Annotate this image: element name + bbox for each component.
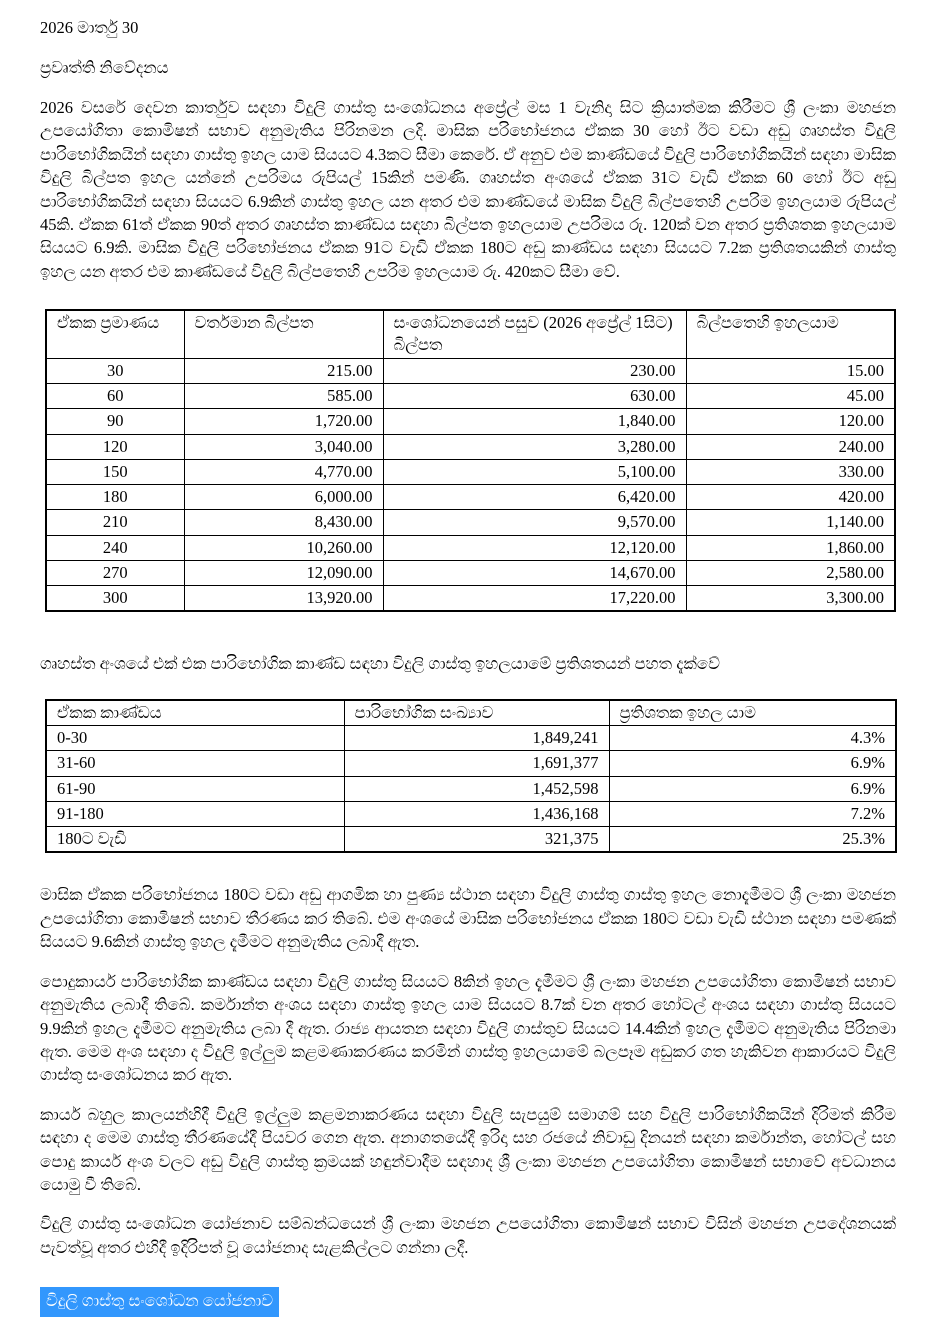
paragraph-peak-demand: කාර්ය බහුල කාලයන්හිදී විදුලි ඉල්ලුම කළමනාකරණය සඳහා විදුලි සැපයුම් සමාගම් සහ විදුලි පාරිභෝගිකයින් දිරිමත් කිරීම සඳහා ද මෙම ගාස්තු තීරණයේදී පියවර ගෙන ඇත. අනාගතයේදී ඉරිදා සහ රජයේ නිවාඩු දිනයන් සඳහා කර්මාන්ත, හෝටල් සහ පොදු කාර්ය අංශ වලට අඩු විදුලි ගාස්තු ක්‍රමයක් හඳුන්වාදීම සඳහාද ශ්‍රී ලංකා මහජන උපයෝගිතා කොමිෂන් සභාවේ අවධානය යොමු වී තිබේ. (40, 1104, 896, 1195)
cell-increase: 15.00 (686, 358, 895, 383)
cell-current: 12,090.00 (184, 560, 383, 585)
table-row (46, 485, 895, 510)
consumer-category-table (45, 699, 897, 854)
cell-revised: 9,570.00 (383, 510, 686, 535)
cell-percent: 6.9% (609, 751, 896, 776)
cell-percent: 7.2% (609, 801, 896, 826)
cell-revised: 3,280.00 (383, 434, 686, 459)
table-row (46, 586, 895, 612)
cell-increase: 120.00 (686, 409, 895, 434)
cell-revised: 17,220.00 (383, 586, 686, 612)
page-title: ප්‍රවෘත්ති නිවේදනය (40, 58, 169, 78)
cell-revised: 630.00 (383, 384, 686, 409)
header-bill-increase: බිල්පතෙහි ඉහලයාම (686, 310, 895, 358)
cell-band: 31-60 (46, 751, 344, 776)
cell-revised: 12,120.00 (383, 535, 686, 560)
header-consumer-count: පාරිභෝගික සංඛ්‍යාව (344, 700, 609, 726)
table-row (46, 751, 896, 776)
cell-units: 270 (46, 560, 184, 585)
cell-increase: 1,860.00 (686, 535, 895, 560)
cell-band: 180ට වැඩි (46, 827, 344, 853)
document-date: 2026 මාර්තු 30 (40, 18, 139, 37)
cell-increase: 240.00 (686, 434, 895, 459)
cell-consumers: 1,436,168 (344, 801, 609, 826)
cell-revised: 5,100.00 (383, 459, 686, 484)
cell-current: 1,720.00 (184, 409, 383, 434)
cell-units: 120 (46, 434, 184, 459)
table-row (46, 827, 896, 853)
header-percentage-increase: ප්‍රතිශතක ඉහල යාම (609, 700, 896, 726)
cell-consumers: 1,849,241 (344, 726, 609, 751)
cell-band: 91-180 (46, 801, 344, 826)
cell-current: 4,770.00 (184, 459, 383, 484)
bill-comparison-table (45, 309, 896, 612)
cell-units: 210 (46, 510, 184, 535)
cell-consumers: 1,691,377 (344, 751, 609, 776)
intro-paragraph: 2026 වසරේ දෙවන කාර්තුව සඳහා විදුලි ගාස්තු සංශෝධනය අප්‍රේල් මස 1 වැනිදා සිට ක්‍රියාත්මක කිරීමට ශ්‍රී ලංකා මහජන උපයෝගිතා කොමිෂන් සභාව අනුමැතිය පිරිනමන ලදි. මාසික පරිභෝජනය ඒකක 30 හෝ ඊට වඩා අඩු ගෘහස්ත විදුලි පාරිභෝගිකයින් සඳහා ගාස්තු ඉහල යාම සියයට 4.3කට සීමා කෙරේ. ඒ අනුව එම කාණ්ඩයේ විදුලි පාරිභෝගිකයින් සඳහා මාසික විදුලි බිල්පත ඉහල යන්නේ උපරිමය රුපියල් 15කින් පමණි. ගෘහස්ත අංශයේ ඒකක 31ට වැඩි ඒකක 60 හෝ ඊට අඩු පාරිභෝගිකයින් සඳහා සියයට 6.9කින් ගාස්තු ඉහල යන අතර එම කාණ්ඩයේ මාසික විදුලි බිල්පතෙහි උපරිම ඉහලයාම රුපියල් 45කි. ඒකක 61ත් ඒකක 90ත් අතර ගෘහස්ත කාණ්ඩය සඳහා බිල්පත ඉහලයාම උපරිමය රු. 120ක් වන අතර ප්‍රතිශතක ඉහලයාම සියයට 6.9කි. මාසික විදුලි පරිභෝජනය ඒකක 91ට වැඩි ඒකක 180ට අඩු කාණ්ඩය සඳහා සියයට 7.2ක ප්‍රතිශතයකින් ගාස්තු ඉහල යන අතර එම කාණ්ඩයේ විදුලි බිල්පතෙහි උපරිම ඉහලයාම රු. 420කට සීමා වේ. (40, 97, 896, 281)
table-row (46, 560, 895, 585)
cell-revised: 1,840.00 (383, 409, 686, 434)
table-row (46, 459, 895, 484)
cell-band: 0-30 (46, 726, 344, 751)
table-row (46, 510, 895, 535)
cell-increase: 45.00 (686, 384, 895, 409)
cell-increase: 330.00 (686, 459, 895, 484)
cell-revised: 6,420.00 (383, 485, 686, 510)
table-row (46, 384, 895, 409)
cell-consumers: 1,452,598 (344, 776, 609, 801)
cell-current: 10,260.00 (184, 535, 383, 560)
cell-current: 585.00 (184, 384, 383, 409)
table-row (46, 409, 895, 434)
header-unit-quantity: ඒකක ප්‍රමාණය (46, 310, 184, 358)
table-row (46, 776, 896, 801)
cell-current: 8,430.00 (184, 510, 383, 535)
cell-consumers: 321,375 (344, 827, 609, 853)
cell-current: 13,920.00 (184, 586, 383, 612)
cell-units: 300 (46, 586, 184, 612)
table-row (46, 726, 896, 751)
cell-units: 90 (46, 409, 184, 434)
selected-text-highlight: විදුලි ගාස්තු සංශෝධන යෝජනාව (40, 1287, 279, 1316)
cell-percent: 25.3% (609, 827, 896, 853)
header-revised-bill: සංශෝධනයෙන් පසුව (2026 අප්‍රේල් 1සිට) බිල්පත (383, 310, 686, 358)
cell-units: 150 (46, 459, 184, 484)
table-header-row (46, 700, 896, 726)
table-row (46, 434, 895, 459)
cell-percent: 4.3% (609, 726, 896, 751)
cell-units: 30 (46, 358, 184, 383)
cell-current: 215.00 (184, 358, 383, 383)
header-current-bill: වර්තමාන බිල්පත (184, 310, 383, 358)
paragraph-public-consultation: විදුලි ගාස්තු සංශෝධන යෝජනාව සම්බන්ධයෙන් ශ්‍රී ලංකා මහජන උපයෝගිතා කොමිෂන් සභාව විසින් මහජන උපදේශනයක් පැවත්වූ අතර එහිදී ඉදිරිපත් වූ යෝජනාද සැළකිල්ලට ගන්නා ලදී. (40, 1214, 896, 1257)
cell-units: 60 (46, 384, 184, 409)
cell-band: 61-90 (46, 776, 344, 801)
cell-units: 240 (46, 535, 184, 560)
header-unit-band: ඒකක කාණ්ඩය (46, 700, 344, 726)
paragraph-religious-places: මාසික ඒකක පරිභෝජනය 180ට වඩා අඩු ආගමික හා පුණ්‍ය ස්ථාන සඳහා විදුලි ගාස්තු ගාස්තු ඉහල නොදැමීමට ශ්‍රී ලංකා මහජන උපයෝගිතා කොමිෂන් සභාව තීරණය කර තිබේ. එම අංශයේ මාසික පරිභෝජනය ඒකක 180ට වඩා වැඩි ස්ථාන සඳහා පමණක් සියයට 9.6කින් ගාස්තු ඉහල දැමීමට අනුමැතිය ලබාදී ඇත. (40, 885, 896, 952)
table-row (46, 801, 896, 826)
paragraph-sector-tariffs: පොදුකාර්ය පාරිභෝගික කාණ්ඩය සඳහා විදුලි ගාස්තු සියයට 8කින් ඉහල දැමීමට ශ්‍රී ලංකා මහජන උපයෝගිතා කොමිෂන් සභාව අනුමැතිය ලබාදී තිබේ. කර්මාන්ත අංශය සඳහා ගාස්තු ඉහල යාම සියයට 8.7ක් වන අතර හෝටල් අංශය සඳහා ගාස්තු සියයට 9.9කින් ඉහල දැමීමට අනුමැතිය ලබා දී ඇත. රාජ්‍ය ආයතන සඳහා විදුලි ගාස්තුව සියයට 14.4කින් ඉහල දැමීමට අනුමැතිය පිරිනමා ඇත. මෙම අංශ සඳහා ද විදුලි ඉල්ලුම කළමණාකරණය කරමින් ගාස්තු ඉහලයාමේ බලපෑම අඩුකර ගත හැකිවන ආකාරයට විදුලි ගාස්තු සංශෝධනය කර ඇත. (40, 971, 896, 1085)
cell-increase: 1,140.00 (686, 510, 895, 535)
cell-increase: 420.00 (686, 485, 895, 510)
cell-revised: 230.00 (383, 358, 686, 383)
table-row (46, 358, 895, 383)
cell-current: 3,040.00 (184, 434, 383, 459)
cell-current: 6,000.00 (184, 485, 383, 510)
cell-increase: 2,580.00 (686, 560, 895, 585)
cell-units: 180 (46, 485, 184, 510)
category-table-caption: ගෘහස්ත අංශයේ එක් එක පාරිභෝගික කාණ්ඩ සඳහා විදුලි ගාස්තු ඉහලයාමේ ප්‍රතිශතයන් පහත දැක්වේ (40, 654, 721, 674)
table-row (46, 535, 895, 560)
table-header-row (46, 310, 895, 358)
cell-percent: 6.9% (609, 776, 896, 801)
cell-revised: 14,670.00 (383, 560, 686, 585)
cell-increase: 3,300.00 (686, 586, 895, 612)
